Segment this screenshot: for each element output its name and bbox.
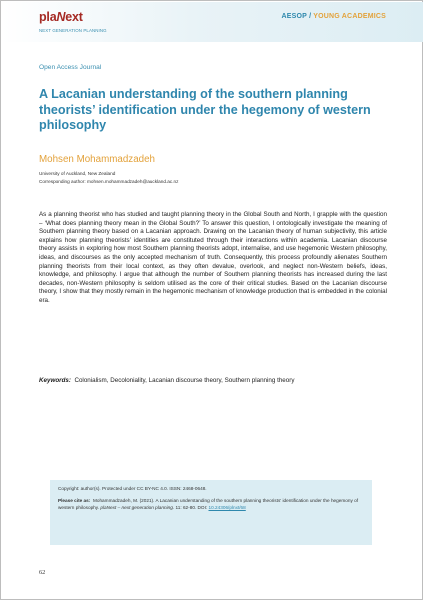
copyright-notice: Copyright: author(s). Protected under CC BY-NC 4.0. ISSN: 2468-0648. [58, 486, 207, 491]
keywords [39, 377, 387, 384]
abstract-text: As a planning theorist who has studied and taught planning theory in the Global South and North, I grapple with the question – ‘What does planning theory mean in the Global South?’ To answer this question, I ontologically investigate the meaning of Southern planning theory based on a Lacanian approach. Drawing on the Lacanian theory of human subjectivity, this article explains how planning theorists’ identities are constituted through their interactions within academia. Lacanian discourse theory assists in exploring how most Southern planning theorists adopt, internalise, and use hegemonic Western philosophy, ideas, and discourses as the only accepted mechanism of truth. Consequently, this process profoundly alienates Southern planning theorists from their local context, as they often devalue, overlook, and neglect non-Western beliefs, ideas, knowledge, and philosophy. I argue that although the number of Southern planning theorists has increased during the last decades, non-Western philosophy is seldom utilised as the core of their critical studies. Based on the Lacanian discourse theory, I show that they mostly remain in the hegemonic mechanism of knowledge production that is embedded in the colonial era. [39, 211, 387, 304]
cite-label: Please cite as: [58, 498, 91, 503]
citation-text [58, 498, 364, 511]
citation-box [50, 480, 372, 545]
journal-young-academics: YOUNG ACADEMICS [313, 13, 386, 20]
author-affiliation: University of Auckland, New Zealand [39, 171, 116, 176]
logo-part-ext: ext [65, 10, 83, 24]
logo-tagline: NEXT GENERATION PLANNING [39, 28, 107, 33]
journal-logo [39, 10, 83, 24]
author-name: Mohsen Mohammadzadeh [39, 154, 155, 165]
journal-separator: / [306, 13, 314, 20]
doi-link[interactable]: 10.24306/plnxt/68 [208, 504, 246, 510]
journal-aesop: AESOP [281, 13, 307, 20]
open-access-label: Open Access Journal [39, 64, 102, 71]
corresponding-author: Corresponding author: mohsen.mohammadzadeh@auckland.ac.nz [39, 179, 179, 184]
logo-part-n: N [56, 10, 66, 24]
keywords-list: Colonialism, Decoloniality, Lacanian discourse theory, Southern planning theory [74, 377, 295, 384]
logo-part-pla: pla [39, 10, 57, 24]
keywords-label: Keywords: [39, 377, 71, 384]
cite-body: Mohammadzadeh, M. (2021). A Lacanian understanding of the southern planning theorists’ identification under the hegemony of western philosophy. [58, 498, 359, 510]
cite-journal: plaNext – next generation planning. [100, 504, 175, 510]
page-number: 62 [39, 569, 46, 576]
cite-volume: 11: 62-80. DOI: [175, 504, 208, 510]
article-title: A Lacanian understanding of the southern planning theorists’ identification under the hegemony of western philosophy [39, 87, 371, 132]
journal-affiliation [282, 13, 386, 20]
